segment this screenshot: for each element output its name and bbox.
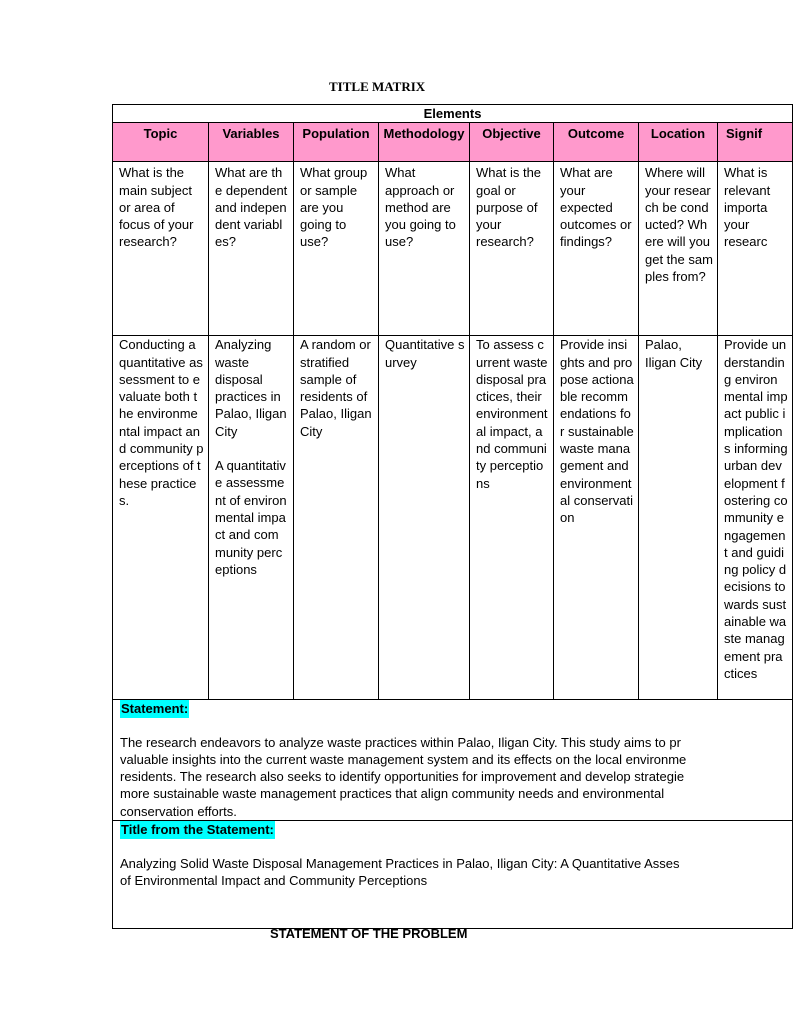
statement-line: valuable insights into the current waste management system and its effects on the local environme	[120, 751, 687, 767]
guide-location: Where will your research be conducted? Where will you get the samples from?	[639, 162, 718, 336]
answer-methodology: Quantitative survey	[379, 336, 470, 700]
answer-objective: To assess current waste disposal practices, their environmental impact, and community perceptions	[470, 336, 554, 700]
answer-variables: Analyzing waste disposal practices in Palao, Iligan City	[215, 337, 287, 439]
guide-outcome: What are your expected outcomes or findings?	[554, 162, 639, 336]
statement-line: residents. The research also seeks to identify opportunities for improvement and develop strategie	[120, 769, 685, 785]
header-outcome: Outcome	[554, 123, 639, 162]
guide-topic: What is the main subject or area of focus of your research?	[113, 162, 209, 336]
statement-of-problem-heading: STATEMENT OF THE PROBLEM	[270, 926, 468, 941]
statement-line: The research endeavors to analyze waste practices within Palao, Iligan City. This study aims to pr	[120, 734, 681, 750]
title-text: TITLE MATRIX	[329, 79, 426, 94]
title-statement-label: Title from the Statement:	[121, 822, 274, 838]
statement-label: Statement:	[121, 701, 189, 717]
statement-paragraph	[120, 734, 792, 820]
elements-header: Elements	[113, 105, 793, 123]
statement-line: conservation efforts.	[120, 803, 237, 819]
answer-significance: Provide understanding environmental impact public implications informing urban development fostering community engagement and guiding policy decisions towards sustainable waste management practices	[718, 336, 793, 700]
guide-significance: What is relevant importa your researc	[718, 162, 793, 336]
title-matrix-table	[112, 104, 793, 929]
guide-variables: What are the dependent and independent variables?	[209, 162, 294, 336]
guide-methodology: What approach or method are you going to use?	[379, 162, 470, 336]
answer-variables-extra: A quantitative assessment of environmental impact and community perceptions	[215, 458, 287, 577]
statement-cell	[113, 700, 793, 821]
title-line: of Environmental Impact and Community Perceptions	[120, 872, 428, 888]
title-line: Analyzing Solid Waste Disposal Management Practices in Palao, Iligan City: A Quantitative Asses	[120, 855, 680, 871]
answer-population: A random or stratified sample of residents of Palao, Iligan City	[294, 336, 379, 700]
header-topic: Topic	[113, 123, 209, 162]
guide-objective: What is the goal or purpose of your research?	[470, 162, 554, 336]
answer-location: Palao, Iligan City	[639, 336, 718, 700]
header-location: Location	[639, 123, 718, 162]
header-population: Population	[294, 123, 379, 162]
title-statement-paragraph	[120, 855, 792, 890]
header-variables: Variables	[209, 123, 294, 162]
guide-population: What group or sample are you going to use?	[294, 162, 379, 336]
answer-variables-cell	[209, 336, 294, 700]
answer-outcome: Provide insights and propose actionable recommendations for sustainable waste management and environmental conservation	[554, 336, 639, 700]
header-objective: Objective	[470, 123, 554, 162]
header-significance: Signif	[718, 123, 793, 162]
title-statement-cell	[113, 821, 793, 929]
statement-line: more sustainable waste management practices that align community needs and environmental	[120, 786, 665, 802]
answer-topic: Conducting a quantitative assessment to evaluate both the environmental impact and community perceptions of these practices.	[113, 336, 209, 700]
header-methodology: Methodology	[379, 123, 470, 162]
